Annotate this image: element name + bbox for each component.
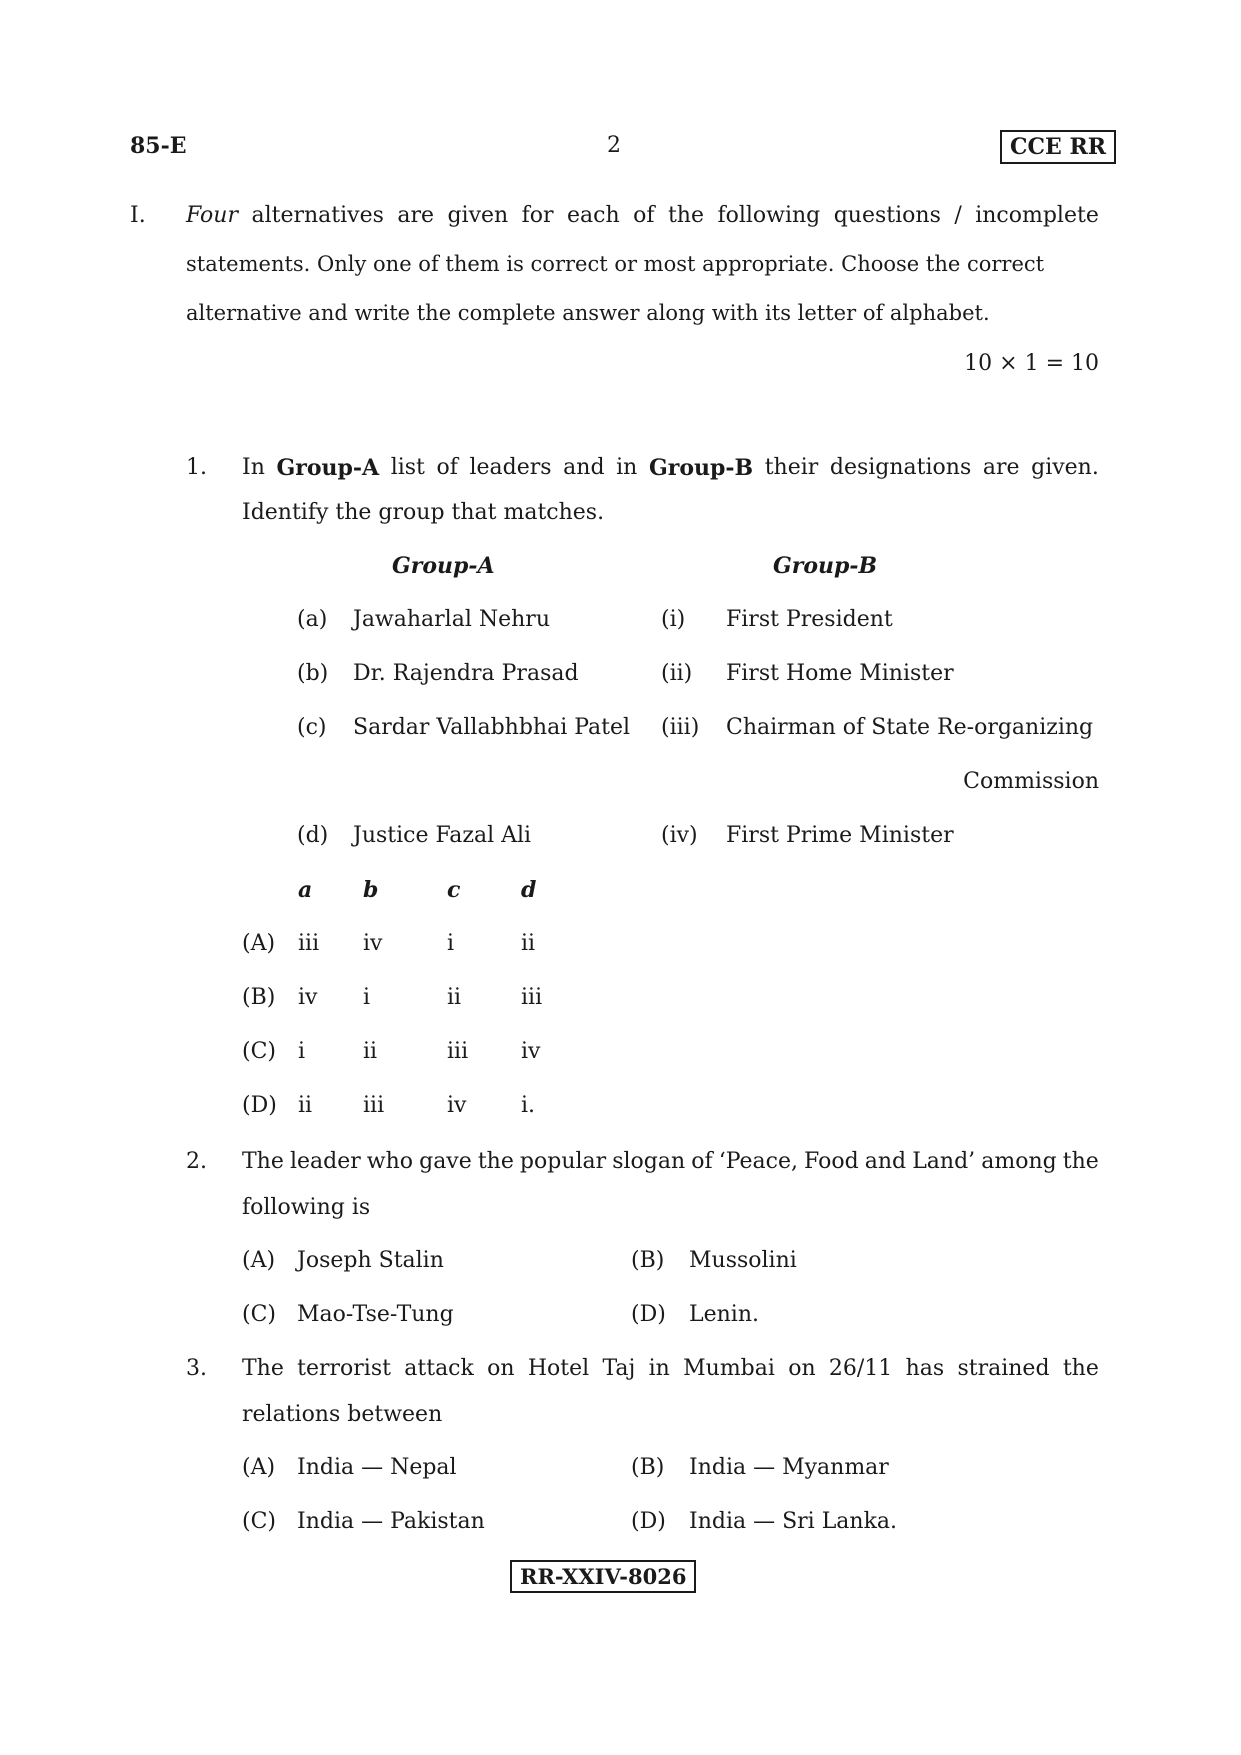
q3-word: Mumbai (683, 1356, 775, 1381)
q1-option-value: iii (298, 931, 320, 956)
q3-word: Hotel (527, 1356, 590, 1381)
pair-c-leader: Sardar Vallabhbhai Patel (353, 715, 631, 740)
instructions-word: given (447, 203, 509, 228)
question-1-line-2: Identify the group that matches. (242, 500, 605, 525)
q3-option-c-text: India — Pakistan (297, 1509, 485, 1534)
instructions-word: incomplete (975, 203, 1099, 228)
q3-option-c-label: (C) (242, 1509, 276, 1534)
pair-d-label: (d) (297, 823, 329, 848)
q2-word: gave (419, 1149, 472, 1174)
q1-word: leaders (469, 455, 552, 480)
q1-option-value: iv (521, 1039, 541, 1064)
pair-iii-continuation: Commission (963, 769, 1099, 794)
pair-a-leader: Jawaharlal Nehru (353, 607, 550, 632)
q1-word: list (390, 455, 425, 480)
series-badge: CCE RR (1000, 130, 1116, 164)
q2-word: The (242, 1149, 284, 1174)
section-number: I. (130, 203, 146, 228)
q2-option-a-label: (A) (242, 1248, 276, 1273)
match-header-c: c (447, 877, 461, 903)
q1-option-value: iii (363, 1093, 385, 1118)
q2-word: ‘Peace, (718, 1149, 798, 1174)
q1-word: designations (829, 455, 972, 480)
q1-option-value: i (447, 931, 455, 956)
q3-word: on (788, 1356, 816, 1381)
q2-word: and (864, 1149, 907, 1174)
instructions-line-1 (186, 203, 1099, 228)
q1-word: in (616, 455, 638, 480)
q3-word: strained (957, 1356, 1050, 1381)
question-1-line-1 (242, 455, 1099, 481)
q3-option-a-label: (A) (242, 1455, 276, 1480)
instructions-word: questions (833, 203, 941, 228)
q1-word: given. (1031, 455, 1099, 480)
q3-word: on (487, 1356, 515, 1381)
q2-word: the (1062, 1149, 1099, 1174)
q2-option-c-text: Mao-Tse-Tung (297, 1302, 454, 1327)
group-b-heading: Group-B (773, 553, 878, 579)
pair-c-label: (c) (297, 715, 327, 740)
q3-word: in (648, 1356, 670, 1381)
page-number: 2 (607, 133, 621, 158)
q1-option-label: (A) (242, 931, 276, 956)
q1-option-value: iv (298, 985, 318, 1010)
pair-b-label: (b) (297, 661, 329, 686)
pair-ii-label: (ii) (661, 661, 693, 686)
question-2-number: 2. (186, 1149, 207, 1174)
q2-word: Land’ (912, 1149, 976, 1174)
q3-word: 26/11 (828, 1356, 893, 1381)
q1-word: and (563, 455, 605, 480)
q3-word: Taj (602, 1356, 636, 1381)
q1-option-value: ii (298, 1093, 313, 1118)
instructions-line-2: statements. Only one of them is correct or most appropriate. Choose the correct (186, 252, 1045, 276)
question-3-line-2: relations between (242, 1402, 443, 1427)
q1-word: are (982, 455, 1020, 480)
q2-option-b-text: Mussolini (689, 1248, 797, 1273)
q2-word: of (691, 1149, 713, 1174)
footer-code-badge: RR-XXIV-8026 (510, 1560, 696, 1593)
q2-option-d-label: (D) (631, 1302, 666, 1327)
question-2-line-2: following is (242, 1195, 371, 1220)
q3-option-d-text: India — Sri Lanka. (689, 1509, 898, 1534)
pair-iii-label: (iii) (661, 715, 700, 740)
q2-word: slogan (612, 1149, 686, 1174)
instructions-word: alternatives (251, 203, 384, 228)
paper-code: 85-E (130, 133, 187, 159)
q3-word: terrorist (297, 1356, 391, 1381)
q2-option-b-label: (B) (631, 1248, 665, 1273)
match-header-d: d (521, 877, 537, 903)
q1-option-value: i (298, 1039, 306, 1064)
q2-word: the (477, 1149, 514, 1174)
pair-b-leader: Dr. Rajendra Prasad (353, 661, 579, 686)
q2-word: Food (804, 1149, 859, 1174)
question-3-number: 3. (186, 1356, 207, 1381)
match-header-a: a (298, 877, 313, 903)
question-1-number: 1. (186, 455, 207, 480)
q2-word: who (366, 1149, 414, 1174)
pair-i-designation: First President (726, 607, 893, 632)
q1-option-value: ii (447, 985, 462, 1010)
marks-allocation: 10 × 1 = 10 (964, 351, 1099, 376)
instructions-word: / (954, 203, 962, 228)
q1-word: their (764, 455, 819, 480)
pair-d-leader: Justice Fazal Ali (353, 823, 532, 848)
instructions-word: for (521, 203, 554, 228)
q2-option-c-label: (C) (242, 1302, 276, 1327)
q3-option-b-label: (B) (631, 1455, 665, 1480)
q3-option-d-label: (D) (631, 1509, 666, 1534)
q1-option-label: (D) (242, 1093, 277, 1118)
q1-option-value: i. (521, 1093, 536, 1118)
question-3-line-1 (242, 1356, 1099, 1381)
q3-word: The (242, 1356, 284, 1381)
pair-ii-designation: First Home Minister (726, 661, 954, 686)
q1-word: In (242, 455, 265, 480)
q1-word: of (436, 455, 458, 480)
pair-iv-designation: First Prime Minister (726, 823, 954, 848)
q2-word: leader (289, 1149, 361, 1174)
q1-option-label: (B) (242, 985, 276, 1010)
match-header-b: b (363, 877, 379, 903)
q1-option-label: (C) (242, 1039, 276, 1064)
instructions-line-3: alternative and write the complete answer along with its letter of alphabet. (186, 301, 990, 325)
q1-option-value: i (363, 985, 371, 1010)
instructions-lead: Four (186, 203, 238, 228)
q3-option-b-text: India — Myanmar (689, 1455, 889, 1480)
q1-option-value: iv (447, 1093, 467, 1118)
instructions-word: each (567, 203, 620, 228)
q1-option-value: iv (363, 931, 383, 956)
instructions-word: the (667, 203, 704, 228)
q3-word: has (905, 1356, 945, 1381)
instructions-word: are (397, 203, 434, 228)
q3-word: attack (404, 1356, 474, 1381)
pair-iv-label: (iv) (661, 823, 698, 848)
instructions-word: of (633, 203, 655, 228)
q2-word: popular (519, 1149, 607, 1174)
q2-word: among (981, 1149, 1057, 1174)
group-a-ref: Group-A (276, 455, 380, 481)
group-a-heading: Group-A (392, 553, 495, 579)
q1-option-value: ii (521, 931, 536, 956)
pair-a-label: (a) (297, 607, 328, 632)
q2-option-d-text: Lenin. (689, 1302, 759, 1327)
q1-option-value: iii (521, 985, 543, 1010)
instructions-word: following (717, 203, 821, 228)
pair-iii-designation: Chairman of State Re-organizing (726, 715, 1094, 740)
q3-word: the (1062, 1356, 1099, 1381)
pair-i-label: (i) (661, 607, 686, 632)
question-2-line-1 (242, 1149, 1099, 1174)
q1-option-value: iii (447, 1039, 469, 1064)
q1-option-value: ii (363, 1039, 378, 1064)
q3-option-a-text: India — Nepal (297, 1455, 457, 1480)
q2-option-a-text: Joseph Stalin (297, 1248, 444, 1273)
group-b-ref: Group-B (648, 455, 754, 481)
